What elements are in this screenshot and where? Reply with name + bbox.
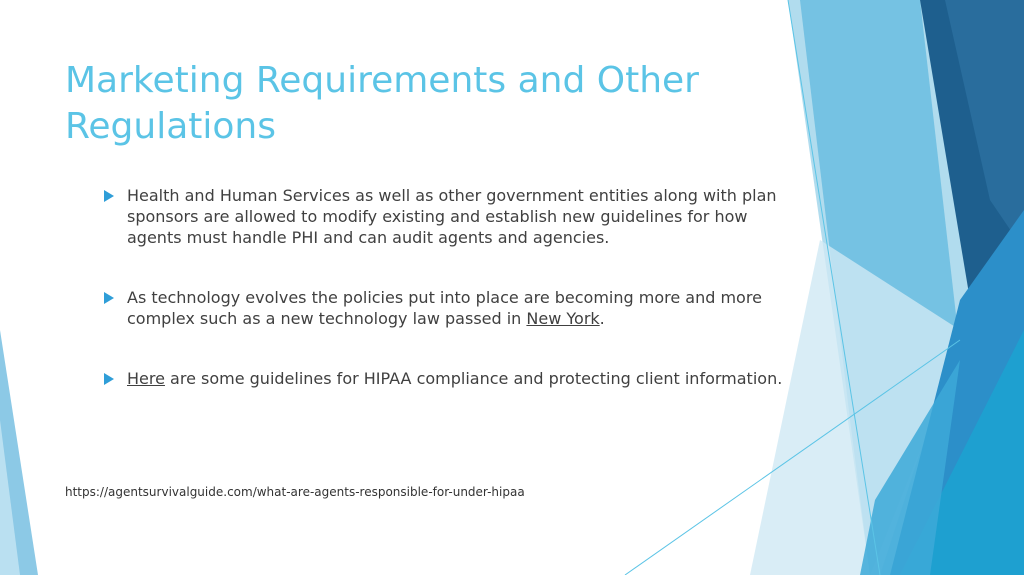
- bullet-list: [104, 185, 784, 389]
- slide-title: Marketing Requirements and Other Regulations: [65, 60, 699, 147]
- bullet-text: As technology evolves the policies put into place are becoming more and more complex such as a new technology law passed in: [127, 288, 762, 328]
- bullet-arrow-icon: [104, 292, 114, 304]
- bullet-item: [104, 368, 784, 389]
- new-york-link[interactable]: New York: [526, 309, 600, 328]
- bullet-item: [104, 287, 784, 329]
- here-link[interactable]: Here: [127, 369, 165, 388]
- bullet-text: Health and Human Services as well as other government entities along with plan sponsors are allowed to modify existing and establish new guidelines for how agents must handle PHI and can audit agents and agencies.: [127, 186, 777, 247]
- bullet-arrow-icon: [104, 373, 114, 385]
- bullet-text-end: .: [599, 309, 605, 328]
- bullet-item: [104, 185, 784, 248]
- bullet-arrow-icon: [104, 190, 114, 202]
- source-url: https://agentsurvivalguide.com/what-are-agents-responsible-for-under-hipaa: [65, 485, 525, 499]
- bullet-text: are some guidelines for HIPAA compliance and protecting client information.: [164, 369, 783, 388]
